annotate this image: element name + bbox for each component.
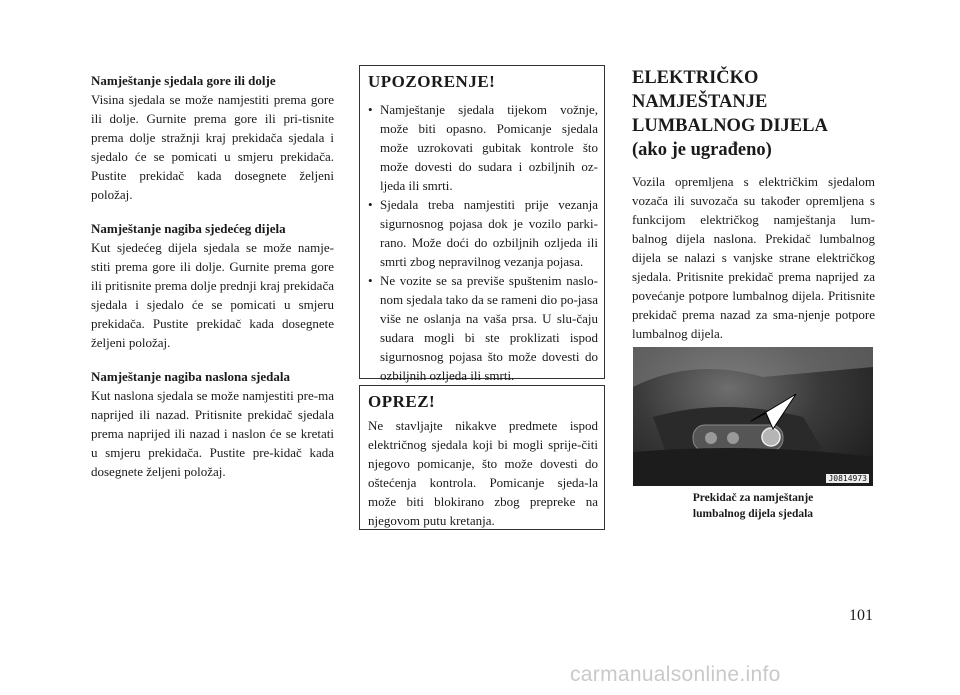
caution-title: OPREZ! xyxy=(368,392,436,411)
left-column xyxy=(91,71,334,496)
caution-box xyxy=(359,385,605,530)
figure-caption: Prekidač za namještanje lumbalnog dijela sjedala xyxy=(692,492,814,520)
section-title: ELEKTRIČKO NAMJEŠTANJE LUMBALNOG DIJELA (ako je ugrađeno) xyxy=(632,68,828,160)
recliner-heading: Namještanje nagiba naslona sjedala xyxy=(91,369,290,384)
seat-switch-illustration xyxy=(633,347,873,486)
warning-box xyxy=(359,65,605,383)
cushion-tilt-text: Kut sjedećeg dijela sjedala se može namje-stiti prema gore ili dolje. Gurnite prema gore ili pritisnite prema dolje prednji kraj prekidača sjedala i sjedalo će se pomicati u smjeru prekidača. Pustite prekidač kada dosegnete željeni položaj. xyxy=(91,240,334,350)
warning-item: • Ne vozite se sa previše spuštenim naslo-nom sjedala tako da se rameni dio po-jasa više ne oslanja na vaša prsa. U slu-čaju sudara mogli bi ste proklizati ispod sigurnosnog pojasa što može dovesti do ozbiljnih ozljeda ili smrti. xyxy=(368,273,598,383)
lumbar-switch-photo xyxy=(633,347,873,486)
bullet-icon: • xyxy=(368,197,373,212)
bullet-icon: • xyxy=(368,273,373,288)
seat-height-text: Visina sjedala se može namjestiti prema gore ili dolje. Gurnite prema gore ili pri-tisnite prema dolje stražnji kraj prekidača sjedala i sjedalo će se pomicati u smjeru prekidača. Pustite prekidač kada dosegnete željeni položaj. xyxy=(91,92,334,202)
warning-list xyxy=(360,100,604,385)
seat-height-heading: Namještanje sjedala gore ili dolje xyxy=(91,73,276,88)
warning-title: UPOZORENJE! xyxy=(368,72,496,91)
recliner-text: Kut naslona sjedala se može namjestiti pre-ma naprijed ili nazad. Pritisnite prekidač sjedala prema naprijed ili nazad i naslon će se kretati u smjeru prekidača. Pustite pre-kidač kada dosegnete željeni položaj. xyxy=(91,388,334,479)
bullet-icon: • xyxy=(368,102,373,117)
section-text: Vozila opremljena s električkim sjedalom vozača ili suvozača su također opremljena s funkcijom električkog namještanja lum-balnog dijela naslona. Prekidač lumbalnog dijela se nalazi s vanjske strane električkog sjedala. Pritisnite prekidač prema naprijed za povećanje potpore lumbalnog dijela. Pritisnite prekidač prema nazad za sma-njenje potpore lumbalnog dijela. xyxy=(632,174,875,341)
page-number: 101 xyxy=(849,607,873,624)
watermark: carmanualsonline.info xyxy=(570,663,781,686)
figure-code: J0814973 xyxy=(828,474,867,483)
right-column xyxy=(632,66,875,356)
cushion-tilt-heading: Namještanje nagiba sjedećeg dijela xyxy=(91,221,286,236)
caution-text: Ne stavljajte nikakve predmete ispod električnog sjedala koji bi mogli sprije-čiti njegovo pomicanje, što može dovesti do oštećenja kontrola. Pomicanje sjeda-la može biti blokirano zbog prepreke na njegovom putu kretanja. xyxy=(368,418,598,528)
warning-item: • Sjedala treba namjestiti prije vezanja sigurnosnog pojasa dok je vozilo parki-rano. Može doći do ozbiljnih ozljeda ili smrti zbog nepravilnog vezanja pojasa. xyxy=(368,197,598,269)
warning-item: • Namještanje sjedala tijekom vožnje, može biti opasno. Pomicanje sjedala može uzrokovati gubitak kontrole što može dovesti do sudara i ozbiljnih oz-ljeda ili smrti. xyxy=(368,102,598,193)
